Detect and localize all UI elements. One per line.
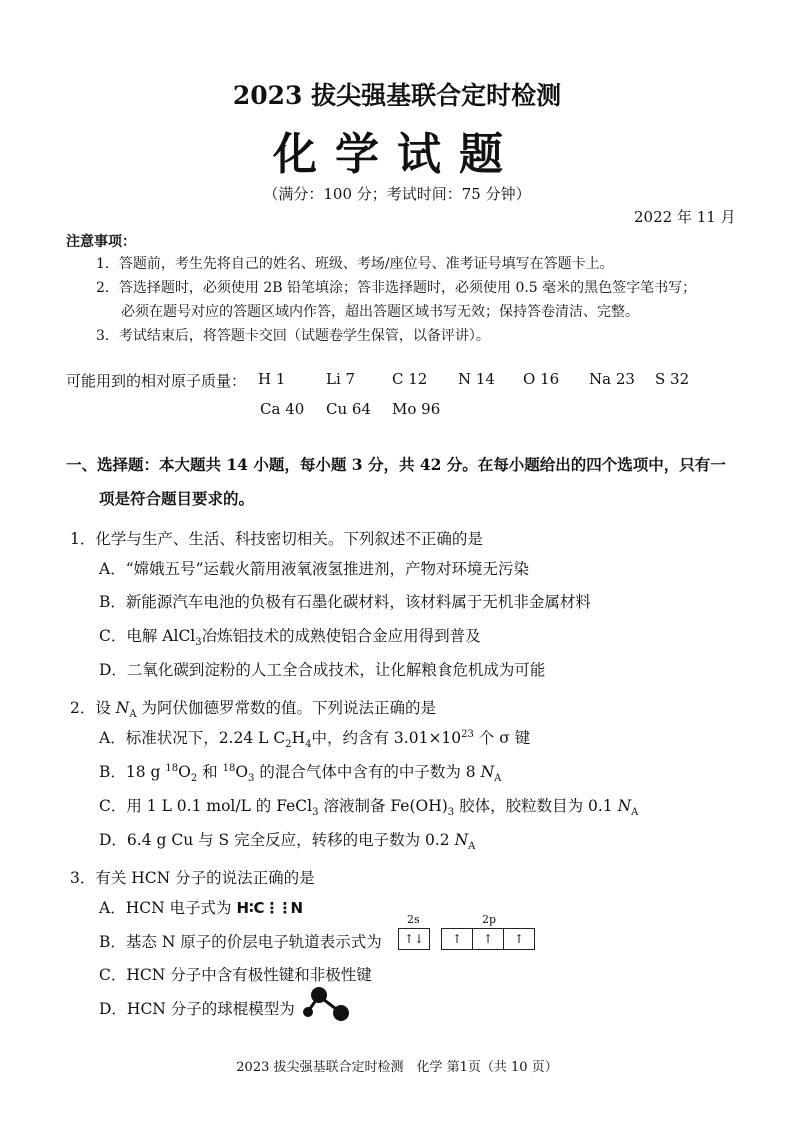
orbital-label-2s: 2s [407, 913, 420, 926]
question-3-option-c: C．HCN 分子中含有极性键和非极性键 [99, 966, 372, 984]
atomic-mass-cu: Cu 64 [326, 400, 371, 418]
notes-heading: 注意事项： [66, 234, 136, 250]
atomic-mass-s: S 32 [655, 370, 690, 388]
orbital-label-2p: 2p [482, 913, 497, 926]
question-2-option-a: A．标准状况下，2.24 L $C_2H_4$中，约含有 $3.01\times 10^{23}$ 个 σ 键 [99, 728, 531, 751]
atomic-mass-label: 可能用到的相对原子质量： [66, 372, 247, 390]
question-1-option-b: B．新能源汽车电池的负极有石墨化碳材料，该材料属于无机非金属材料 [99, 593, 591, 611]
question-1-option-a: A．“嫦娥五号”运载火箭用液氧液氢推进剂，产物对环境无污染 [99, 560, 530, 578]
atomic-mass-li: Li 7 [326, 370, 356, 388]
note-item-2: 2．答选择题时，必须使用 2B 铅笔填涂；答非选择题时，必须使用 0.5 毫米的黑色签字笔书写； [96, 280, 697, 296]
orbital-box-2p [441, 928, 535, 950]
up-arrow-icon: ↑ [451, 932, 463, 946]
atomic-mass-h: H 1 [258, 370, 286, 388]
exam-info: （满分：100 分；考试时间：75 分钟） [263, 185, 531, 203]
atomic-mass-na: Na 23 [589, 370, 635, 388]
up-arrow-icon: ↑ [513, 932, 525, 946]
question-2-option-d: D．6.4 g Cu 与 S 完全反应，转移的电子数为 0.2 $N_A$ [99, 831, 476, 853]
triple-electron-dots: ⋮⋮ [264, 899, 291, 917]
note-item-3: 3．考试结束后，将答题卡交回（试题卷学生保管，以备评讲）。 [96, 328, 490, 344]
question-2-stem: 2．设 $N_A$ 为阿伏伽德罗常数的值。下列说法正确的是 [70, 699, 437, 721]
ball-stick-model-icon [298, 986, 354, 1022]
question-2-option-c: C．用 1 L 0.1 mol/L 的 FeCl$_3$ 溶液制备 $Fe(OH)_3$ 胶体，胶粒数目为 0.1 $N_A$ [99, 797, 639, 819]
question-3-option-b: B．基态 N 原子的价层电子轨道表示式为 [99, 933, 382, 951]
exam-series-title: 2023 拔尖强基联合定时检测 [232, 81, 562, 110]
atomic-mass-c: C 12 [392, 370, 428, 388]
section-heading: 一、选择题：本大题共 14 小题，每小题 3 分，共 42 分。在每小题给出的四个选项中，只有一 [66, 455, 726, 474]
question-2-option-b: B．18 g $^{18}O_2$ 和 $^{18}O_3$ 的混合气体中含有的中子数为 8 $N_A$ [99, 762, 502, 785]
atomic-mass-n: N 14 [458, 370, 495, 388]
page-footer: 2023 拔尖强基联合定时检测 化学 第1页（共 10 页） [236, 1060, 558, 1075]
up-arrow-icon: ↑ [482, 932, 494, 946]
exam-date: 2022 年 11 月 [634, 208, 736, 226]
question-3-option-d: D．HCN 分子的球棍模型为 [99, 1000, 295, 1018]
orbital-box-2s [398, 928, 430, 950]
exam-subject-title: 化学试题 [273, 129, 521, 180]
atomic-mass-mo: Mo 96 [392, 400, 441, 418]
hcn-electron-formula: H∶C⋮⋮N [236, 899, 304, 917]
atomic-mass-ca: Ca 40 [260, 400, 305, 418]
note-item-2-cont: 必须在题号对应的答题区域内作答，超出答题区域书写无效；保持答卷清洁、完整。 [121, 304, 639, 320]
atomic-mass-o: O 16 [523, 370, 560, 388]
question-1-option-d: D．二氧化碳到淀粉的人工全合成技术，让化解粮食危机成为可能 [99, 661, 546, 679]
section-heading-cont: 项是符合题目要求的。 [99, 489, 255, 508]
question-1-option-c: C．电解 AlCl$_3$冶炼铝技术的成熟使铝合金应用得到普及 [99, 627, 481, 649]
question-3-option-a: A．HCN 电子式为 H∶C⋮⋮N [99, 899, 304, 917]
question-1-stem: 1．化学与生产、生活、科技密切相关。下列叙述不正确的是 [70, 530, 483, 548]
note-item-1: 1．答题前，考生先将自己的姓名、班级、考场/座位号、准考证号填写在答题卡上。 [96, 256, 614, 272]
electron-pair-dots: ∶ [249, 899, 254, 917]
question-3-stem: 3．有关 HCN 分子的说法正确的是 [70, 869, 315, 887]
paired-arrows-icon: ↑↓ [403, 932, 425, 946]
